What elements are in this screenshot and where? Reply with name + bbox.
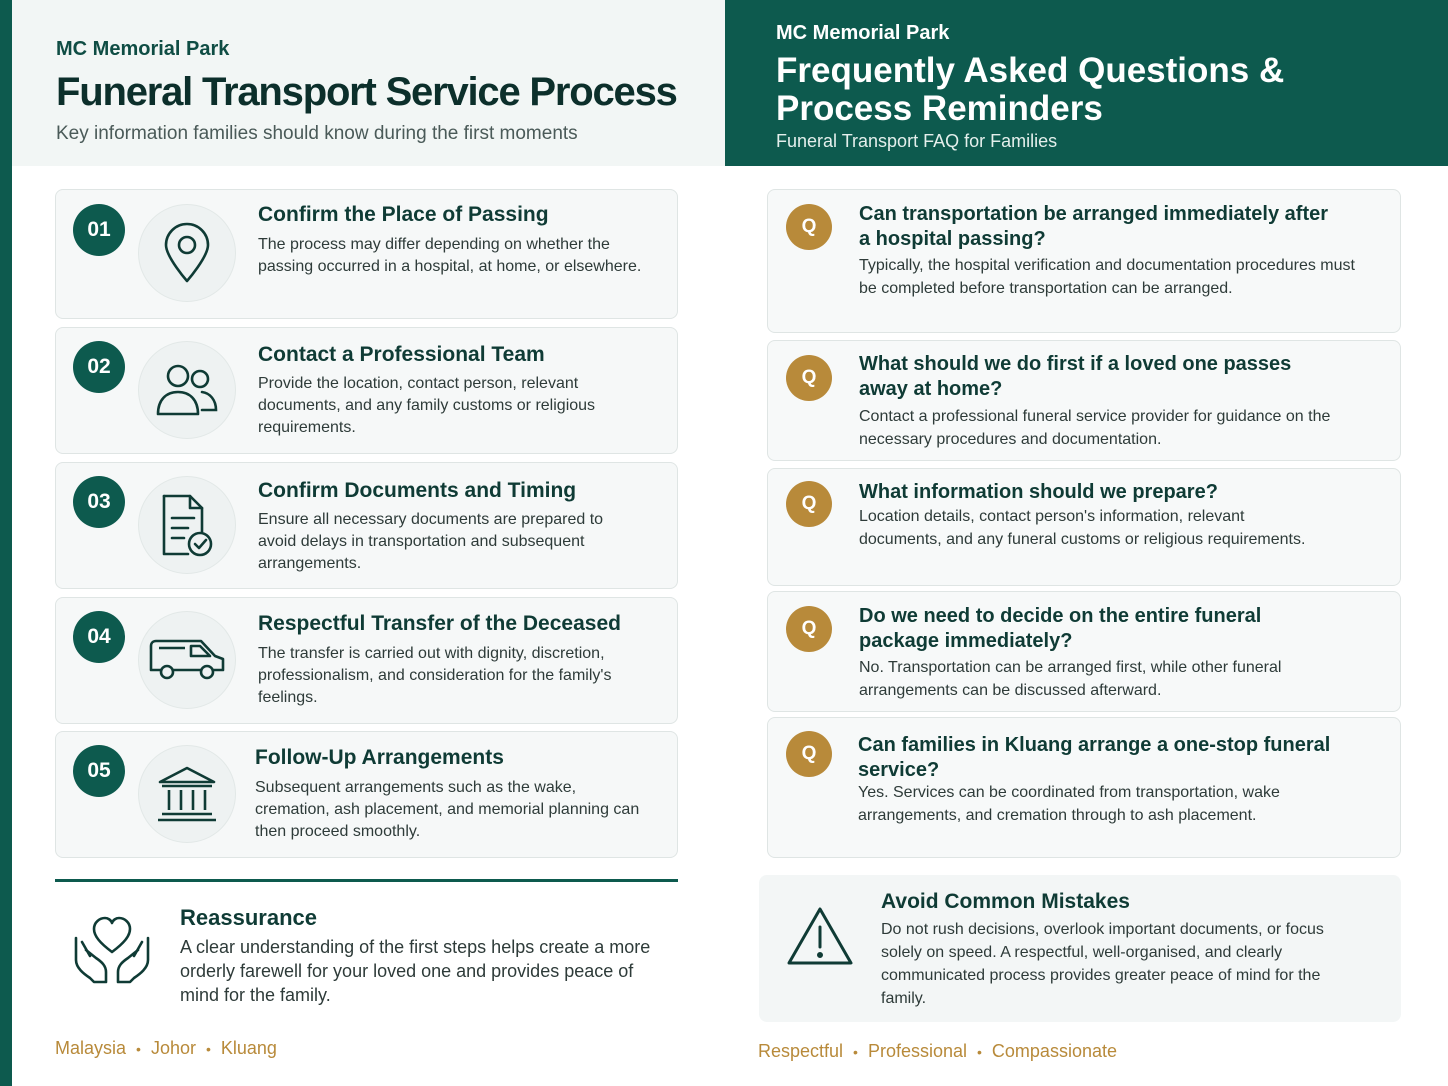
step-card-1 [55, 189, 678, 319]
step-title: Respectful Transfer of the Deceased [258, 612, 621, 635]
location-pin-icon [138, 204, 236, 302]
faq-item-2 [767, 340, 1401, 461]
faq-item-3 [767, 468, 1401, 586]
faq-item-1 [767, 189, 1401, 333]
faq-question: Can transportation be arranged immediately after a hospital passing? [859, 203, 1329, 250]
faq-subtitle: Funeral Transport FAQ for Families [776, 131, 1058, 151]
footer-item: Johor [150, 1038, 196, 1058]
step-description: The process may differ depending on whether the passing occurred in a hospital, at home, or elsewhere. [258, 236, 642, 275]
mistakes-text: Do not rush decisions, overlook important documents, or focus solely on speed. A respectful, well-organised, and clearly communicated process provides greater peace of mind for the family. [881, 921, 1324, 1007]
step-number: 02 [73, 341, 125, 393]
footer-locations [55, 1038, 277, 1059]
reassurance-text: A clear understanding of the first steps helps create a more orderly farewell for your loved one and provides peace of mind for the family. [180, 937, 651, 1005]
page-subtitle: Key information families should know during the first moments [56, 123, 578, 144]
step-card-2 [55, 327, 678, 454]
step-card-5 [55, 731, 678, 858]
faq-answer: Yes. Services can be coordinated from transportation, wake arrangements, and cremation through to ash placement. [858, 784, 1280, 824]
mistakes-title: Avoid Common Mistakes [881, 890, 1130, 913]
question-badge: Q [786, 606, 832, 652]
faq-question: What should we do first if a loved one passes away at home? [859, 353, 1292, 400]
question-badge: Q [786, 731, 832, 777]
faq-answer: No. Transportation can be arranged first, while other funeral arrangements can be discussed afterward. [859, 659, 1282, 699]
heart-hands-icon [70, 912, 154, 991]
step-title: Contact a Professional Team [258, 343, 545, 366]
separator-dot: • [977, 1043, 982, 1060]
step-number: 04 [73, 611, 125, 663]
step-card-4 [55, 597, 678, 724]
faq-item-5 [767, 717, 1401, 858]
van-icon [138, 611, 236, 709]
building-icon [138, 745, 236, 843]
mistakes-card [759, 875, 1401, 1022]
question-badge: Q [786, 481, 832, 527]
footer-values [758, 1041, 1117, 1062]
faq-heading: Frequently Asked Questions & Process Reminders [776, 51, 1285, 128]
step-number: 03 [73, 476, 125, 528]
step-description: Provide the location, contact person, relevant documents, and any family customs or religious requirements. [258, 375, 596, 436]
left-accent-bar [0, 0, 12, 1086]
reassurance-title: Reassurance [180, 905, 317, 930]
footer-item: Respectful [758, 1041, 844, 1061]
question-badge: Q [786, 204, 832, 250]
left-header [12, 0, 725, 166]
footer-item: Professional [867, 1041, 968, 1061]
separator-dot: • [853, 1043, 858, 1060]
people-icon [138, 341, 236, 439]
faq-item-4 [767, 591, 1401, 712]
question-badge: Q [786, 355, 832, 401]
step-number: 05 [73, 745, 125, 797]
warning-icon [785, 905, 855, 972]
faq-question: What information should we prepare? [859, 481, 1218, 503]
step-title: Follow-Up Arrangements [255, 746, 504, 769]
brand-name-right: MC Memorial Park [776, 22, 950, 44]
footer-item: Kluang [220, 1038, 277, 1058]
step-number: 01 [73, 204, 125, 256]
step-title: Confirm the Place of Passing [258, 203, 549, 226]
faq-question: Can families in Kluang arrange a one-stop funeral service? [858, 734, 1331, 781]
step-description: Ensure all necessary documents are prepared to avoid delays in transportation and subsequent arrangements. [258, 511, 604, 572]
faq-answer: Location details, contact person's information, relevant documents, and any funeral customs or religious requirements. [859, 508, 1306, 548]
document-check-icon [138, 476, 236, 574]
right-header [725, 0, 1448, 166]
section-divider [55, 879, 678, 882]
step-description: Subsequent arrangements such as the wake, cremation, ash placement, and memorial planning can then proceed smoothly. [255, 779, 640, 840]
separator-dot: • [205, 1040, 211, 1057]
faq-answer: Typically, the hospital verification and documentation procedures must be completed before transportation can be arranged. [859, 257, 1355, 297]
step-title: Confirm Documents and Timing [258, 479, 577, 502]
brand-name: MC Memorial Park [56, 38, 230, 60]
step-description: The transfer is carried out with dignity, discretion, professionalism, and consideration for the family's feelings. [258, 645, 612, 706]
footer-item: Malaysia [55, 1038, 127, 1058]
faq-question: Do we need to decide on the entire funeral package immediately? [859, 605, 1262, 652]
faq-answer: Contact a professional funeral service provider for guidance on the necessary procedures and documentation. [859, 408, 1331, 448]
separator-dot: • [136, 1040, 141, 1057]
footer-item: Compassionate [991, 1041, 1117, 1061]
step-card-3 [55, 462, 678, 589]
page-title: Funeral Transport Service Process [56, 70, 677, 114]
